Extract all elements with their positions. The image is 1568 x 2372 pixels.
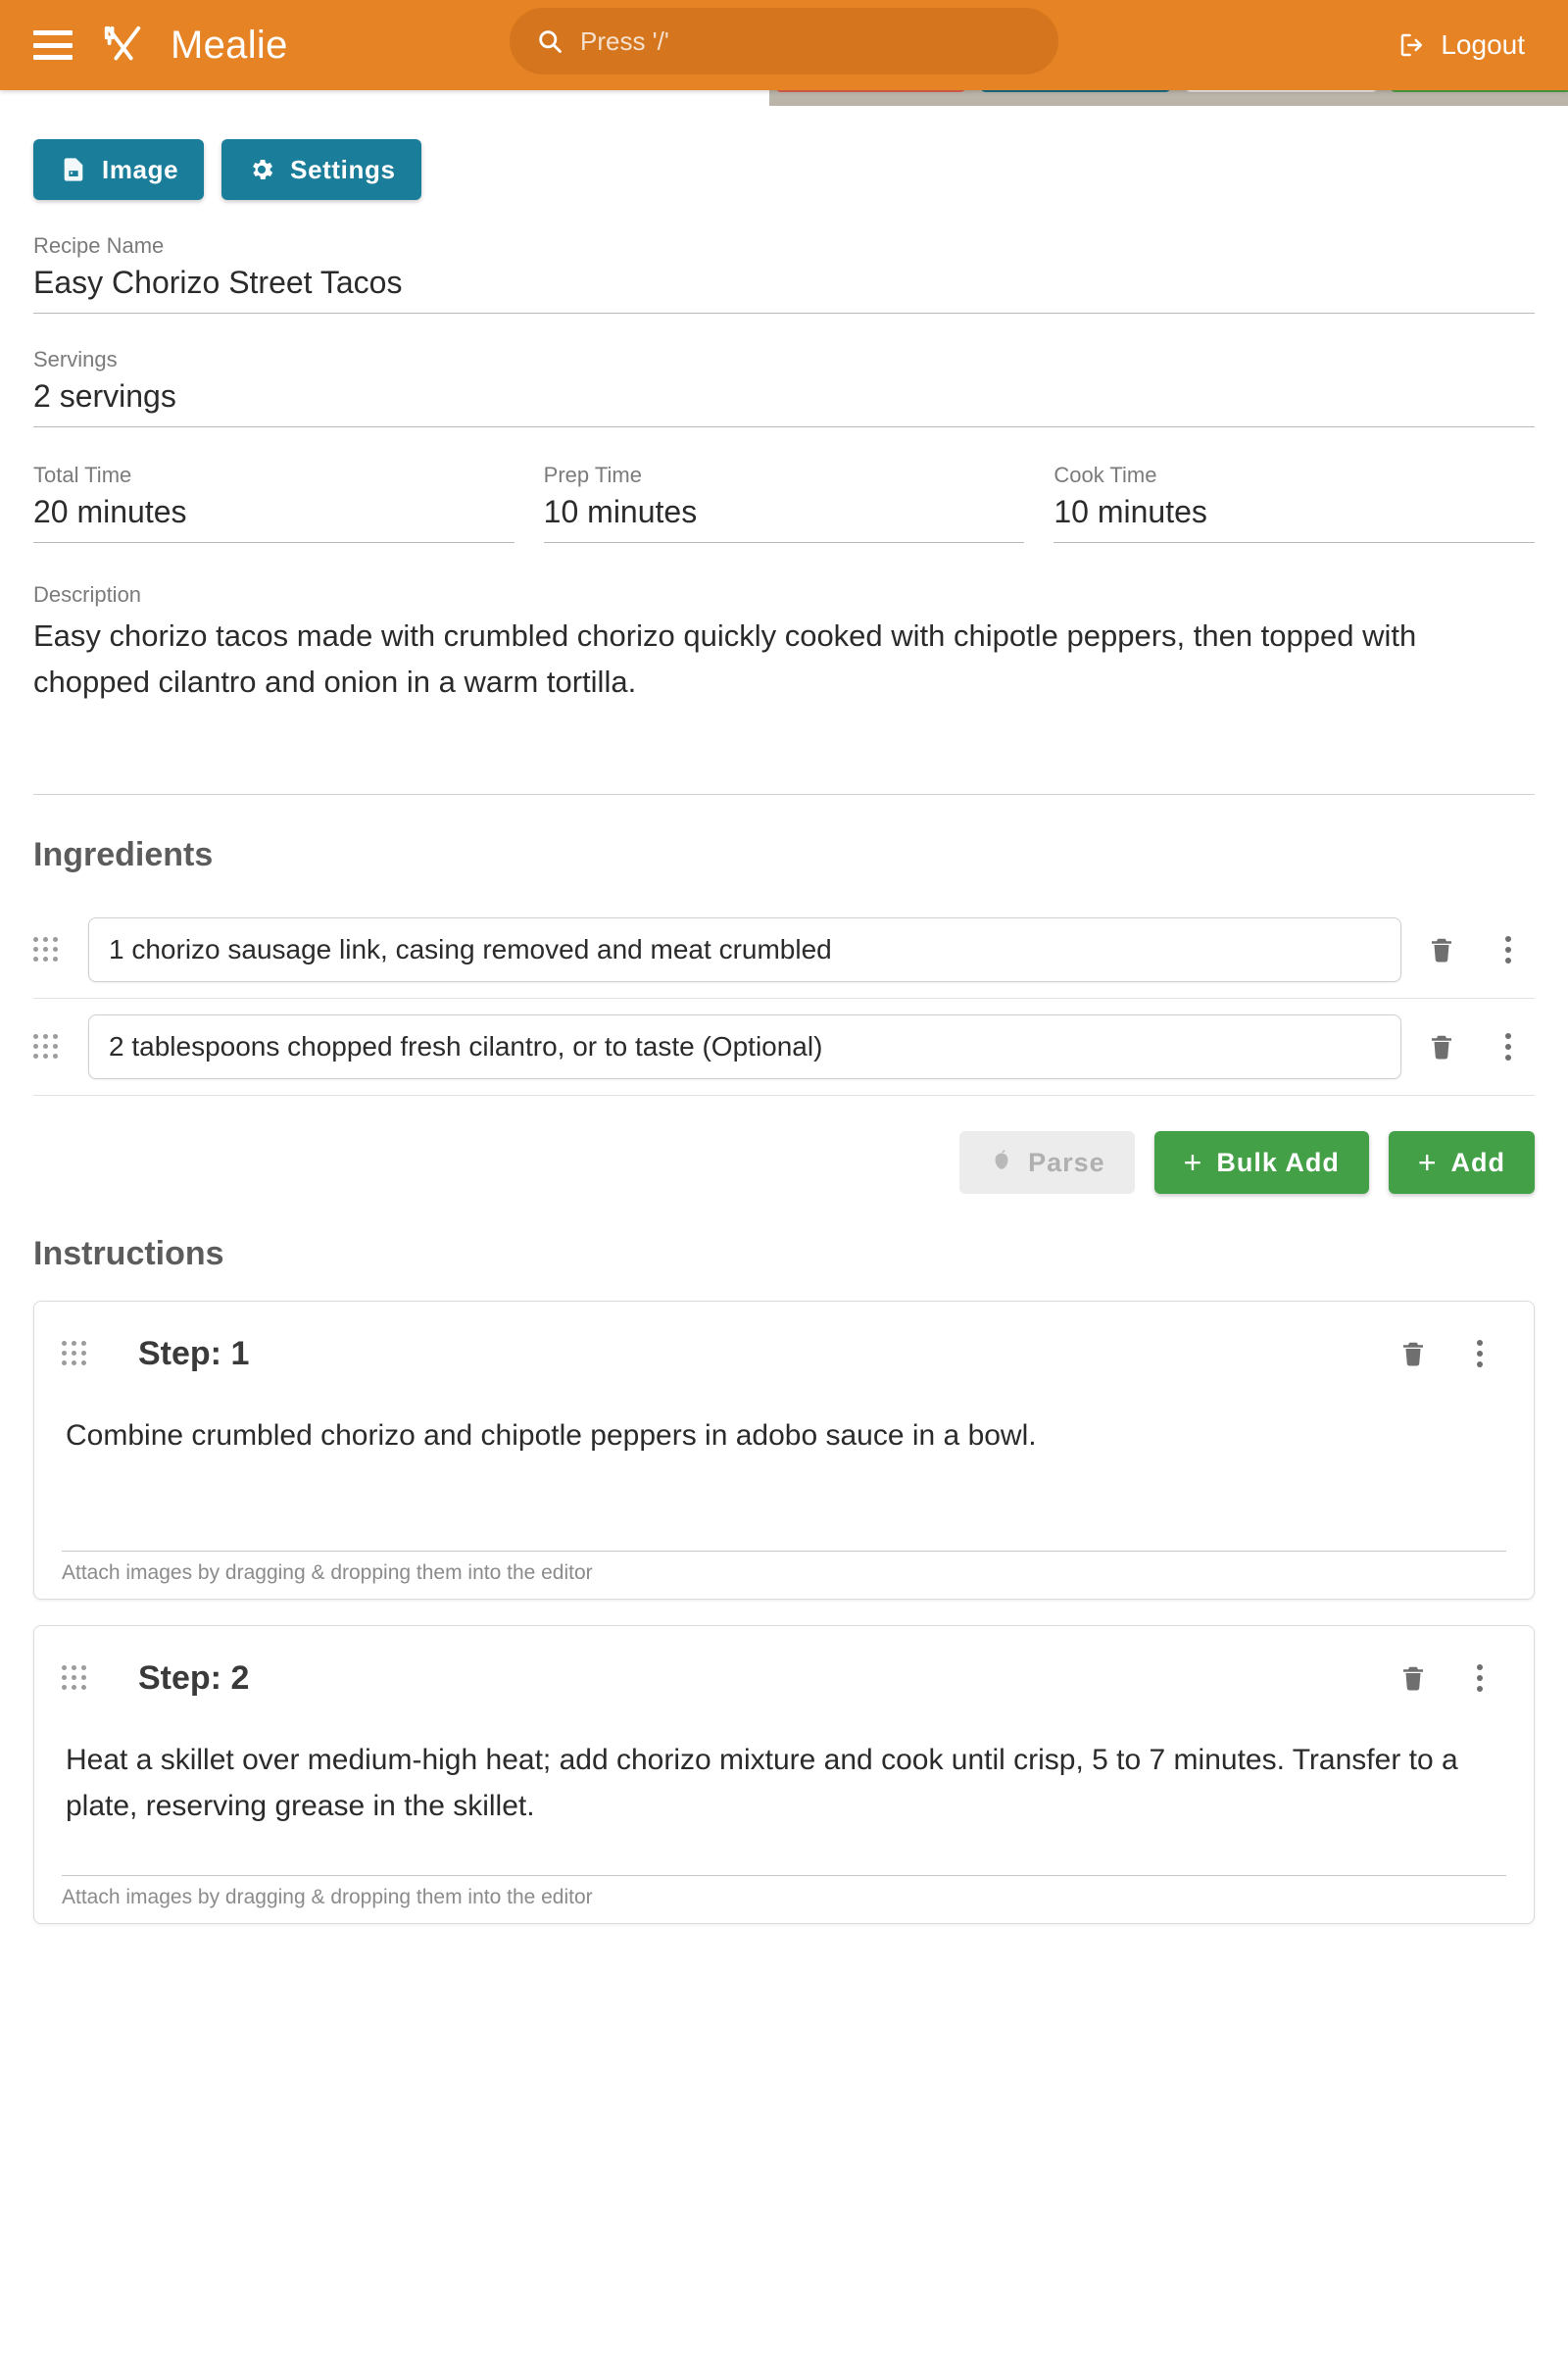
bulk-add-button-label: Bulk Add [1216,1147,1340,1177]
servings-field[interactable] [33,347,1535,427]
add-button[interactable] [1389,1131,1535,1194]
cook-time-value[interactable]: 10 minutes [1054,494,1535,543]
servings-label: Servings [33,347,118,371]
instruction-step-text[interactable]: Heat a skillet over medium-high heat; add chorizo mixture and cook until crisp, 5 to 7 minutes. Transfer to a plate, reserving grease in the skillet. [66,1744,1458,1822]
parse-button-label: Parse [1028,1147,1105,1177]
image-button-label: Image [102,154,179,184]
instruction-step-hint: Attach images by dragging & dropping them into the editor [62,1875,1506,1909]
recipe-editor [0,90,1568,1950]
total-time-value[interactable]: 20 minutes [33,494,514,543]
ingredient-input[interactable]: 1 chorizo sausage link, casing removed and meat crumbled [88,917,1401,982]
total-time-label: Total Time [33,463,132,487]
gear-icon [247,155,276,184]
image-button[interactable] [33,139,204,200]
image-file-icon [59,155,88,184]
recipe-name-value[interactable]: Easy Chorizo Street Tacos [33,265,1535,314]
instructions-title: Instructions [33,1235,224,1272]
drag-handle-icon[interactable] [33,937,67,964]
editor-toolbar [33,90,1535,200]
trash-icon[interactable] [1415,1020,1468,1073]
description-field[interactable] [33,582,1535,795]
drag-handle-icon[interactable] [62,1665,95,1692]
description-value[interactable]: Easy chorizo tacos made with crumbled chorizo quickly cooked with chipotle peppers, then topped with chopped cilantro and onion in a warm tortilla. [33,618,1417,699]
times-row [33,463,1535,543]
add-button-label: Add [1450,1147,1505,1177]
trash-icon[interactable] [1415,923,1468,976]
prep-time-field[interactable] [544,463,1025,543]
prep-time-value[interactable]: 10 minutes [544,494,1025,543]
ingredient-actions [33,1131,1535,1194]
logout-icon [1397,30,1427,60]
logout-label: Logout [1441,29,1525,60]
trash-icon[interactable] [1387,1652,1440,1705]
search-input[interactable] [510,8,1058,74]
app-title: Mealie [171,23,288,67]
kebab-menu-icon[interactable] [1453,1327,1506,1380]
search-icon [535,26,564,56]
recipe-name-label: Recipe Name [33,233,165,258]
fork-knife-icon [98,20,149,71]
parse-button[interactable] [959,1131,1135,1194]
trash-icon[interactable] [1387,1327,1440,1380]
hamburger-menu-icon[interactable] [33,30,73,60]
ingredient-row [33,999,1535,1096]
ingredient-row [33,902,1535,999]
search-placeholder: Press '/' [580,25,669,56]
bulk-add-button[interactable] [1154,1131,1369,1194]
instruction-step-header [62,1648,1506,1708]
kebab-menu-icon[interactable] [1482,923,1535,976]
instruction-step-title: Step: 2 [138,1658,250,1697]
instruction-step-header [62,1323,1506,1384]
servings-value[interactable]: 2 servings [33,378,1535,427]
kebab-menu-icon[interactable] [1482,1020,1535,1073]
cook-time-label: Cook Time [1054,463,1157,487]
drag-handle-icon[interactable] [33,1034,67,1061]
kebab-menu-icon[interactable] [1453,1652,1506,1705]
logout-button[interactable] [1397,29,1525,61]
settings-button-label: Settings [290,154,396,184]
apple-icon [989,1147,1014,1179]
ingredient-input[interactable]: 2 tablespoons chopped fresh cilantro, or to taste (Optional) [88,1014,1401,1079]
settings-button[interactable] [221,139,420,200]
description-label: Description [33,582,142,607]
prep-time-label: Prep Time [543,463,642,487]
cook-time-field[interactable] [1054,463,1535,543]
instruction-step-hint: Attach images by dragging & dropping them into the editor [62,1551,1506,1585]
ingredients-title: Ingredients [33,836,214,873]
app-bar [0,0,1568,90]
plus-icon: + [1417,1145,1438,1180]
recipe-name-field[interactable] [33,233,1535,314]
instruction-step-text[interactable]: Combine crumbled chorizo and chipotle peppers in adobo sauce in a bowl. [66,1419,1037,1452]
instruction-step-card [33,1625,1535,1924]
instruction-step-card [33,1301,1535,1600]
instruction-step-title: Step: 1 [138,1334,250,1372]
drag-handle-icon[interactable] [62,1341,95,1367]
plus-icon: + [1183,1145,1203,1180]
total-time-field[interactable] [33,463,514,543]
description-divider [33,794,1535,795]
